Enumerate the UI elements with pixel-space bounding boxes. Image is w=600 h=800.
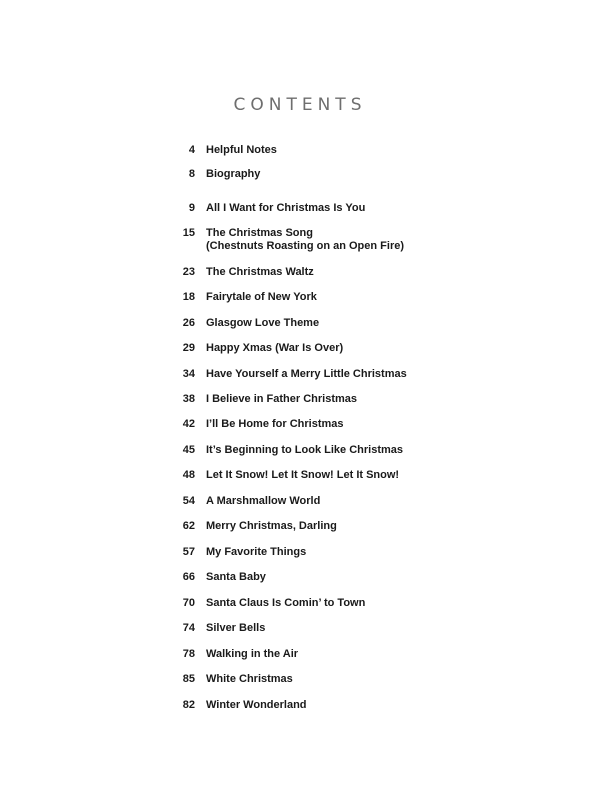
toc-title: My Favorite Things bbox=[206, 546, 307, 558]
toc-title: Glasgow Love Theme bbox=[206, 317, 320, 329]
toc-page-number: 78 bbox=[182, 648, 195, 660]
toc-page-number: 85 bbox=[182, 673, 195, 685]
toc-page-number: 4 bbox=[188, 144, 195, 156]
toc-title: Biography bbox=[206, 168, 261, 180]
toc-title: Fairytale of New York bbox=[206, 291, 317, 303]
page-title: CONTENTS bbox=[233, 95, 367, 115]
toc-page-number: 18 bbox=[182, 291, 195, 303]
toc-title: Helpful Notes bbox=[206, 144, 277, 156]
toc-title: I Believe in Father Christmas bbox=[206, 393, 357, 405]
toc-page-number: 62 bbox=[182, 520, 195, 532]
toc-page-number: 8 bbox=[188, 168, 195, 180]
toc-title: The Christmas Song (Chestnuts Roasting on an Open Fire) bbox=[206, 227, 405, 252]
toc-page-number: 42 bbox=[182, 418, 195, 430]
toc-page-number: 70 bbox=[182, 597, 195, 609]
toc-page-number: 74 bbox=[182, 622, 195, 634]
toc-title: Have Yourself a Merry Little Christmas bbox=[206, 368, 407, 380]
toc-page-number: 82 bbox=[182, 699, 195, 711]
toc-title: Silver Bells bbox=[206, 622, 266, 634]
toc-title: A Marshmallow World bbox=[206, 495, 321, 507]
toc-page-number: 26 bbox=[182, 317, 195, 329]
toc-title: Santa Baby bbox=[206, 571, 266, 583]
toc-page-number: 34 bbox=[182, 368, 195, 380]
toc-page-number: 38 bbox=[182, 393, 195, 405]
toc-page-number: 48 bbox=[182, 469, 195, 481]
toc-title: All I Want for Christmas Is You bbox=[206, 202, 366, 214]
toc-page-number: 57 bbox=[182, 546, 195, 558]
toc-title: Merry Christmas, Darling bbox=[206, 520, 337, 532]
toc-page-number: 54 bbox=[182, 495, 195, 507]
toc-page-number: 29 bbox=[182, 342, 195, 354]
toc-title: I’ll Be Home for Christmas bbox=[206, 418, 344, 430]
toc-title: Happy Xmas (War Is Over) bbox=[206, 342, 344, 354]
toc-page-number: 9 bbox=[188, 202, 195, 214]
toc-page-number: 45 bbox=[182, 444, 195, 456]
toc-title: Walking in the Air bbox=[206, 648, 299, 660]
toc-title: Winter Wonderland bbox=[206, 699, 307, 711]
toc-page-number: 66 bbox=[182, 571, 195, 583]
toc-title: The Christmas Waltz bbox=[206, 266, 314, 278]
toc-title: Santa Claus Is Comin’ to Town bbox=[206, 597, 366, 609]
toc-page-number: 15 bbox=[182, 227, 195, 239]
toc-title: White Christmas bbox=[206, 673, 293, 685]
toc-page-number: 23 bbox=[182, 266, 195, 278]
toc-title: It’s Beginning to Look Like Christmas bbox=[206, 444, 404, 456]
toc-title: Let It Snow! Let It Snow! Let It Snow! bbox=[206, 469, 400, 481]
